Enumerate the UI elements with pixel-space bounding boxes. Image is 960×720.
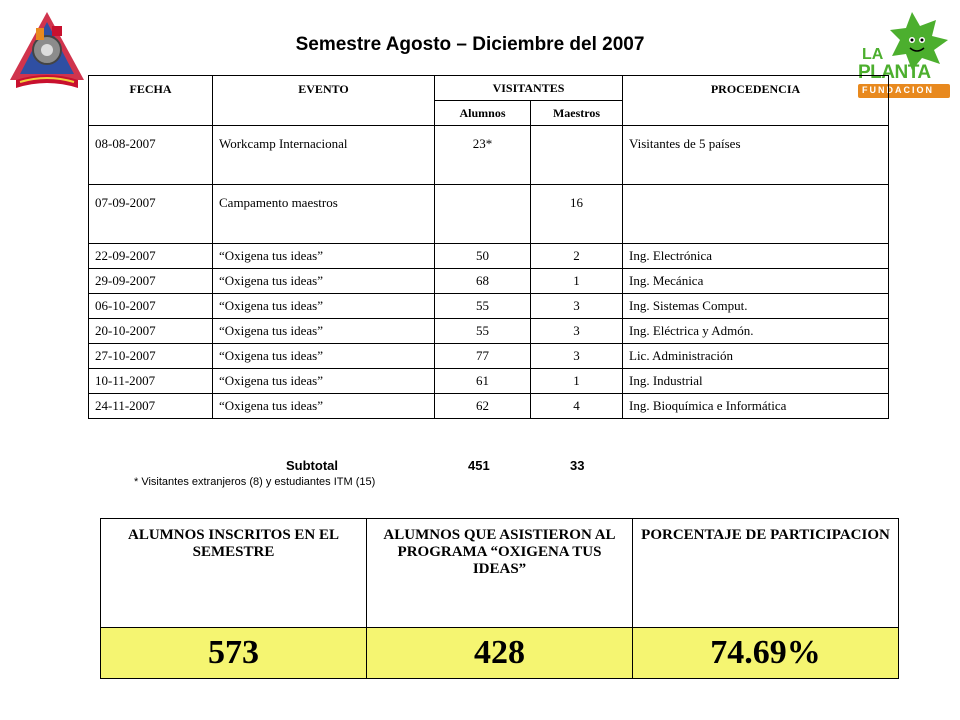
value-porcentaje: 74.69%	[633, 628, 899, 679]
table-row	[89, 185, 889, 244]
cell-maestros: 3	[531, 294, 623, 319]
cell-alumnos: 55	[435, 294, 531, 319]
cell-procedencia: Ing. Eléctrica y Admón.	[623, 319, 889, 344]
header-inscritos: ALUMNOS INSCRITOS EN EL SEMESTRE	[101, 519, 367, 628]
table-row	[89, 319, 889, 344]
cell-procedencia	[623, 185, 889, 244]
cell-evento: “Oxigena tus ideas”	[213, 244, 435, 269]
cell-alumnos	[435, 185, 531, 244]
cell-fecha: 22-09-2007	[89, 244, 213, 269]
cell-alumnos: 62	[435, 394, 531, 419]
cell-fecha: 24-11-2007	[89, 394, 213, 419]
cell-fecha: 20-10-2007	[89, 319, 213, 344]
logo-text-la: LA	[862, 46, 884, 63]
subtotal-alumnos: 451	[468, 458, 490, 473]
cell-evento: “Oxigena tus ideas”	[213, 344, 435, 369]
cell-maestros: 1	[531, 369, 623, 394]
cell-evento: “Oxigena tus ideas”	[213, 294, 435, 319]
header-maestros: Maestros	[531, 101, 623, 126]
cell-maestros: 1	[531, 269, 623, 294]
cell-procedencia: Ing. Electrónica	[623, 244, 889, 269]
header-visitantes: VISITANTES	[435, 76, 623, 101]
cell-alumnos: 77	[435, 344, 531, 369]
header-porcentaje: PORCENTAJE DE PARTICIPACION	[633, 519, 899, 628]
cell-maestros	[531, 126, 623, 185]
cell-fecha: 07-09-2007	[89, 185, 213, 244]
header-alumnos: Alumnos	[435, 101, 531, 126]
institution-seal-logo	[6, 10, 88, 92]
cell-procedencia: Ing. Sistemas Comput.	[623, 294, 889, 319]
cell-evento: Campamento maestros	[213, 185, 435, 244]
participation-table	[100, 518, 899, 679]
logo-text-fundacion: FUNDACION	[862, 85, 934, 95]
cell-alumnos: 50	[435, 244, 531, 269]
header-fecha: FECHA	[89, 76, 213, 126]
cell-alumnos: 61	[435, 369, 531, 394]
table-row	[89, 294, 889, 319]
value-asistieron: 428	[367, 628, 633, 679]
cell-procedencia: Ing. Mecánica	[623, 269, 889, 294]
cell-fecha: 27-10-2007	[89, 344, 213, 369]
cell-alumnos: 68	[435, 269, 531, 294]
cell-maestros: 3	[531, 319, 623, 344]
cell-fecha: 08-08-2007	[89, 126, 213, 185]
cell-evento: “Oxigena tus ideas”	[213, 319, 435, 344]
table-row	[89, 394, 889, 419]
value-inscritos: 573	[101, 628, 367, 679]
cell-procedencia: Ing. Industrial	[623, 369, 889, 394]
cell-maestros: 3	[531, 344, 623, 369]
cell-procedencia: Lic. Administración	[623, 344, 889, 369]
cell-maestros: 4	[531, 394, 623, 419]
page-title: Semestre Agosto – Diciembre del 2007	[295, 34, 645, 55]
subtotal-maestros: 33	[570, 458, 585, 473]
cell-evento: “Oxigena tus ideas”	[213, 394, 435, 419]
table-row	[89, 369, 889, 394]
cell-fecha: 06-10-2007	[89, 294, 213, 319]
cell-alumnos: 55	[435, 319, 531, 344]
cell-procedencia: Visitantes de 5 países	[623, 126, 889, 185]
header-asistieron: ALUMNOS QUE ASISTIERON AL PROGRAMA “OXIGENA TUS IDEAS”	[367, 519, 633, 628]
table-row	[89, 126, 889, 185]
cell-evento: Workcamp Internacional	[213, 126, 435, 185]
cell-maestros: 16	[531, 185, 623, 244]
table-row	[89, 269, 889, 294]
cell-evento: “Oxigena tus ideas”	[213, 369, 435, 394]
header-procedencia: PROCEDENCIA	[623, 76, 889, 126]
table-row	[89, 344, 889, 369]
cell-fecha: 10-11-2007	[89, 369, 213, 394]
visits-table	[88, 75, 889, 419]
table-row	[89, 244, 889, 269]
cell-evento: “Oxigena tus ideas”	[213, 269, 435, 294]
logo-text-planta: PLANTA	[858, 62, 931, 83]
footnote: * Visitantes extranjeros (8) y estudiantes ITM (15)	[134, 476, 376, 488]
subtotal-label: Subtotal	[286, 458, 338, 473]
cell-fecha: 29-09-2007	[89, 269, 213, 294]
cell-procedencia: Ing. Bioquímica e Informática	[623, 394, 889, 419]
header-evento: EVENTO	[213, 76, 435, 126]
cell-alumnos: 23*	[435, 126, 531, 185]
cell-maestros: 2	[531, 244, 623, 269]
